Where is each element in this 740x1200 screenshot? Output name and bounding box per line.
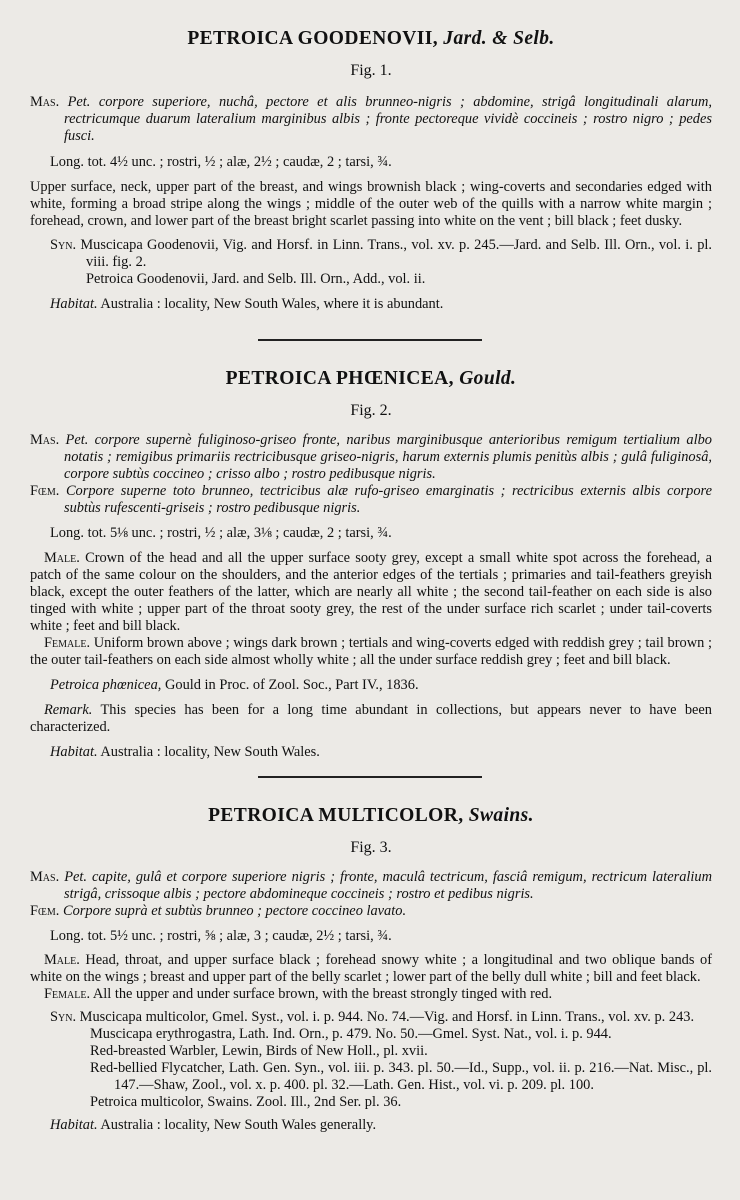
mas-description bbox=[30, 94, 712, 145]
section-divider bbox=[258, 339, 482, 341]
mas-text: Pet. capite, gulâ et corpore superiore nigris ; fronte, maculâ tectricum, fasciâ remigum, rectricum lateralium strigâ, crissoque albis ; pectore abdomineque coccineis ; rostro et pedibus nigris. bbox=[64, 869, 712, 902]
species-name: PETROICA PHŒNICEA, bbox=[225, 368, 454, 389]
species-author: Jard. & Selb. bbox=[443, 28, 555, 49]
habitat-label: Habitat. bbox=[50, 1117, 98, 1133]
mas-label: Mas. bbox=[30, 94, 60, 110]
habitat bbox=[30, 296, 712, 313]
foem-text: Corpore superne toto brunneo, tectricibus alæ rufo-griseo emarginatis ; rectricibus externis albis corpore subtùs rufescenti-griseis ; rostro pedibusque nigris. bbox=[64, 483, 712, 516]
reference bbox=[30, 677, 712, 694]
mas-description bbox=[30, 432, 712, 483]
species-title bbox=[30, 28, 712, 50]
male-description bbox=[30, 550, 712, 635]
remark-label: Remark. bbox=[44, 702, 93, 718]
measurements: Long. tot. 4½ unc. ; rostri, ½ ; alæ, 2½ ; caudæ, 2 ; tarsi, ¾. bbox=[50, 154, 392, 170]
female-text: All the upper and under surface brown, with the breast strongly tinged with red. bbox=[92, 986, 553, 1002]
synonymy-5: Petroica multicolor, Swains. Zool. Ill., 2nd Ser. pl. 36. bbox=[90, 1094, 402, 1110]
mas-label: Mas. bbox=[30, 869, 60, 885]
synonymy-3: Red-breasted Warbler, Lewin, Birds of New Holl., pl. xvii. bbox=[90, 1043, 428, 1059]
habitat-label: Habitat. bbox=[50, 744, 98, 760]
female-label: Female. bbox=[44, 635, 91, 651]
figure-label: Fig. 2. bbox=[350, 402, 392, 419]
syn-label: Syn. bbox=[50, 1009, 77, 1025]
male-label: Male. bbox=[44, 952, 80, 968]
foem-text: Corpore suprà et subtùs brunneo ; pectore coccineo lavato. bbox=[63, 903, 407, 919]
habitat-text: Australia : locality, New South Wales, where it is abundant. bbox=[100, 296, 444, 312]
female-description bbox=[30, 635, 712, 669]
male-text: Head, throat, and upper surface black ; forehead snowy white ; a longitudinal and two oblique bands of white on the wings ; breast and upper part of the belly scarlet ; lower part of the belly dull white ; bill and feet black. bbox=[30, 952, 712, 985]
figure-label: Fig. 3. bbox=[350, 839, 392, 856]
species-title bbox=[30, 368, 712, 390]
synonymy-1 bbox=[30, 1009, 712, 1026]
reference-text: Gould in Proc. of Zool. Soc., Part IV., 1836. bbox=[164, 677, 419, 693]
mas-text: Pet. corpore supernè fuliginoso-griseo fronte, naribus marginibusque anterioribus remigum tertialium albo notatis ; remigibus primariis rectricibusque griseo-nigris, harum externis plumis penitùs albis ; gulâ fuliginosâ, corpore subtùs coccineo ; crisso albo ; rostro pedibusque nigris. bbox=[64, 432, 712, 482]
species-section-2 bbox=[30, 368, 712, 761]
reference-name: Petroica phœnicea, bbox=[50, 677, 162, 693]
female-label: Female. bbox=[44, 986, 91, 1002]
synonymy-2: Petroica Goodenovii, Jard. and Selb. Ill. Orn., Add., vol. ii. bbox=[86, 271, 426, 287]
measurements: Long. tot. 5⅛ unc. ; rostri, ½ ; alæ, 3⅛ ; caudæ, 2 ; tarsi, ¾. bbox=[50, 525, 392, 541]
habitat bbox=[30, 1117, 712, 1134]
male-description bbox=[30, 952, 712, 986]
english-description: Upper surface, neck, upper part of the breast, and wings brownish black ; wing-coverts and secondaries edged with white, forming a broad stripe along the wings ; middle of the outer web of the quills with a narrow white margin ; forehead, crown, and lower part of the breast bright scarlet passing into white on the vent ; bill black ; feet dusky. bbox=[30, 179, 712, 229]
habitat bbox=[30, 744, 712, 761]
foem-description bbox=[30, 903, 712, 920]
species-title bbox=[30, 805, 712, 827]
species-name: PETROICA GOODENOVII, bbox=[187, 28, 439, 49]
figure-label: Fig. 1. bbox=[350, 62, 392, 79]
measurements: Long. tot. 5½ unc. ; rostri, ⅝ ; alæ, 3 ; caudæ, 2½ ; tarsi, ¾. bbox=[50, 928, 392, 944]
habitat-text: Australia : locality, New South Wales. bbox=[100, 744, 320, 760]
species-name: PETROICA MULTICOLOR, bbox=[208, 805, 464, 826]
section-divider bbox=[258, 776, 482, 778]
species-author: Swains. bbox=[468, 805, 534, 826]
habitat-label: Habitat. bbox=[50, 296, 98, 312]
foem-label: Fœm. bbox=[30, 483, 60, 499]
synonymy-2: Muscicapa erythrogastra, Lath. Ind. Orn., p. 479. No. 50.—Gmel. Syst. Nat., vol. i. p. 944. bbox=[90, 1026, 612, 1042]
syn-label: Syn. bbox=[50, 237, 77, 253]
female-description bbox=[30, 986, 712, 1003]
synonymy-4: Red-bellied Flycatcher, Lath. Gen. Syn., vol. iii. p. 343. pl. 50.—Id., Supp., vol. ii. p. 216.—Nat. Misc., pl. 147.—Shaw, Zool., vol. x. p. 400. pl. 32.—Lath. Gen. Hist., vol. vi. p. 209. pl. 100. bbox=[90, 1060, 712, 1093]
species-section-3 bbox=[30, 805, 712, 1134]
species-section-1 bbox=[30, 28, 712, 313]
mas-text: Pet. corpore superiore, nuchâ, pectore et alis brunneo-nigris ; abdomine, strigâ longitudinali alarum, rectricumque duarum lateralium marginibus albis ; fronte pectoreque vividè coccineis ; rostro nigro ; pedes fusci. bbox=[64, 94, 712, 144]
male-label: Male. bbox=[44, 550, 80, 566]
species-author: Gould. bbox=[459, 368, 517, 389]
remark bbox=[30, 702, 712, 736]
foem-description bbox=[30, 483, 712, 517]
syn-text: Muscicapa multicolor, Gmel. Syst., vol. i. p. 944. No. 74.—Vig. and Horsf. in Linn. Trans., vol. xv. p. 243. bbox=[79, 1009, 695, 1025]
synonymy-1 bbox=[30, 237, 712, 271]
male-text: Crown of the head and all the upper surface sooty grey, except a small white spot across the forehead, a patch of the same colour on the shoulders, and the anterior edges of the tertials ; primaries and tail-feathers greyish black, except the outer feathers of the latter, which are nearly all white ; the second tail-feather on each side is also tinged with white ; upper part of the throat sooty grey, the rest of the under surface rich scarlet ; under tail-coverts white ; feet and bill black. bbox=[30, 550, 712, 634]
remark-text: This species has been for a long time abundant in collections, but appears never to have been characterized. bbox=[30, 702, 712, 735]
female-text: Uniform brown above ; wings dark brown ; tertials and wing-coverts edged with reddish grey ; tail brown ; the outer tail-feathers on each side almost wholly white ; all the under surface reddish grey ; feet and bill black. bbox=[30, 635, 712, 668]
habitat-text: Australia : locality, New South Wales generally. bbox=[100, 1117, 377, 1133]
foem-label: Fœm. bbox=[30, 903, 60, 919]
mas-label: Mas. bbox=[30, 432, 60, 448]
mas-description bbox=[30, 869, 712, 903]
syn-text: Muscicapa Goodenovii, Vig. and Horsf. in Linn. Trans., vol. xv. p. 245.—Jard. and Selb. Ill. Orn., vol. i. pl. viii. fig. 2. bbox=[80, 237, 712, 270]
